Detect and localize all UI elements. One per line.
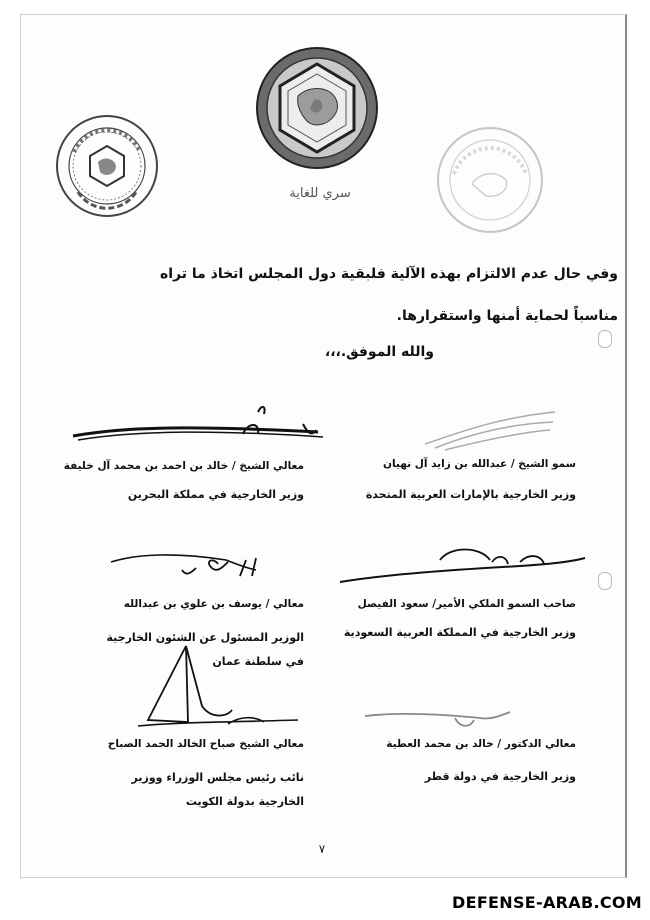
signatory-name-oman: معالي / يوسف بن علوي بن عبدالله <box>123 598 304 610</box>
signature-saudi <box>330 536 590 586</box>
signature-oman <box>106 540 266 584</box>
signatory-name-bahrain: معالي الشيخ / خالد بن احمد بن محمد آل خليفة <box>63 460 304 472</box>
archive-stamp-icon <box>54 112 160 220</box>
classification-label: سري للغاية <box>289 186 351 201</box>
signatory-title-uae: وزير الخارجية بالإمارات العربية المتحدة <box>365 488 576 501</box>
signatory-title-oman: الوزير المسئول عن الشئون الخارجية في سلطنة عمان <box>106 631 304 668</box>
signatory-name-qatar: معالي الدكتور / خالد بن محمد العطية <box>386 738 576 750</box>
body-line-3: والله الموفق.،،، <box>324 344 434 360</box>
signature-bahrain <box>68 400 338 450</box>
page-number: ٧ <box>318 842 326 856</box>
gcc-emblem-icon <box>254 44 380 172</box>
signatory-title-bahrain: وزير الخارجية في مملكة البحرين <box>127 488 304 501</box>
signatory-title-saudi: وزير الخارجية في المملكة العربية السعودية <box>343 626 576 639</box>
signatory-title-qatar: وزير الخارجية في دولة قطر <box>424 770 576 783</box>
body-line-1: وفي حال عدم الالتزام بهذه الآلية فلبقية دول المجلس اتخاذ ما تراه <box>159 266 618 282</box>
punch-hole <box>598 330 612 348</box>
signatory-name-kuwait: معالي الشيخ صباح الخالد الحمد الصباح <box>107 738 304 750</box>
signatory-name-uae: سمو الشيخ / عبدالله بن زايد آل نهيان <box>383 458 576 470</box>
punch-hole <box>598 572 612 590</box>
signatory-name-saudi: صاحب السمو الملكي الأمير/ سعود الفيصل <box>357 598 576 610</box>
body-line-2: مناسباً لحماية أمنها واستقرارها. <box>396 308 618 324</box>
signature-uae <box>415 404 565 454</box>
signatory-title-kuwait: نائب رئيس مجلس الوزراء ووزير الخارجية بدولة الكويت <box>131 771 304 808</box>
faded-stamp-icon <box>434 124 546 236</box>
signature-qatar <box>360 706 520 736</box>
site-watermark: DEFENSE-ARAB.COM <box>452 893 642 912</box>
